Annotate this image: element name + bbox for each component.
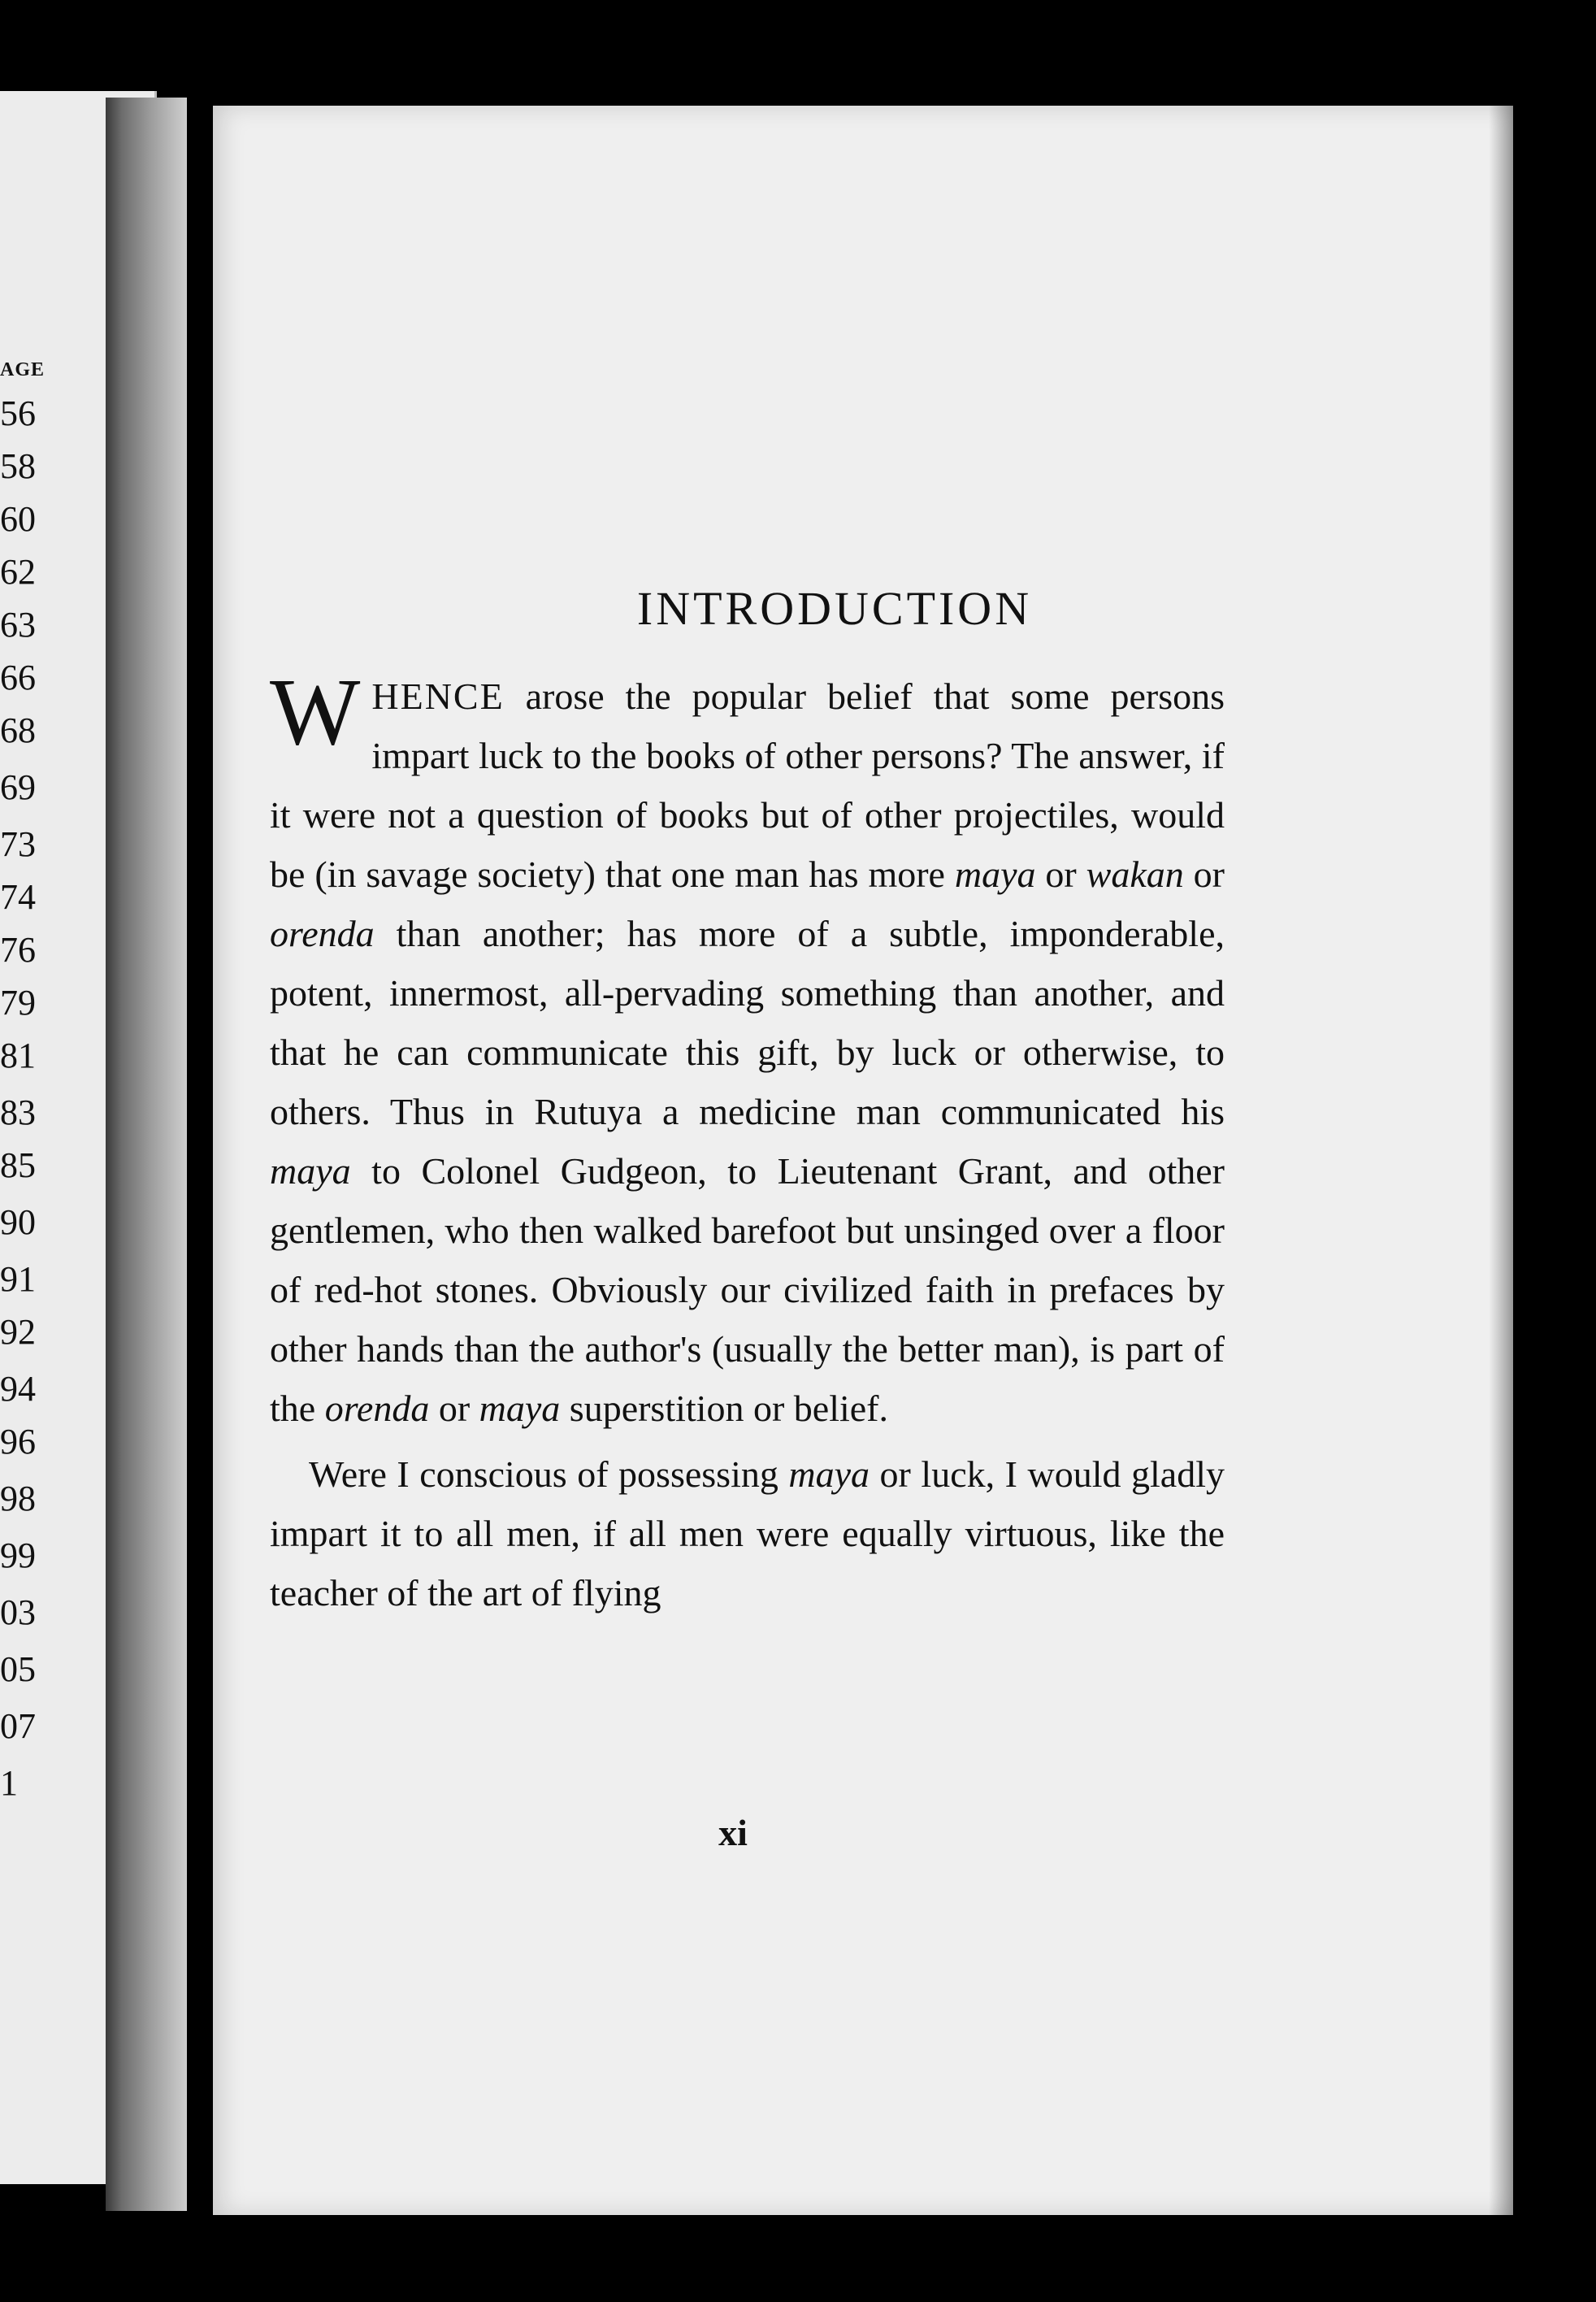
main-page: [213, 106, 1513, 2215]
left-page-number: 90: [0, 1202, 36, 1242]
left-page-number: 91: [0, 1259, 36, 1299]
chapter-title: INTRODUCTION: [636, 582, 1033, 635]
left-page-number: 07: [0, 1706, 36, 1746]
left-page-number: 03: [0, 1592, 36, 1632]
italic-term: maya: [788, 1453, 870, 1495]
left-page-header-fragment: AGE: [0, 359, 46, 380]
italic-term: orenda: [270, 913, 375, 954]
left-page-number: 81: [0, 1036, 36, 1075]
left-page-number: 98: [0, 1479, 36, 1518]
left-page-number: 62: [0, 552, 36, 592]
left-page-number: 66: [0, 658, 36, 697]
text-run: than another; has more of a subtle, imponderable, potent, innermost, all-pervading something than another, and that he can communicate this gift, by luck or otherwise, to others. Thus in Rutuya a medicine man communicated his: [270, 913, 1225, 1132]
book-gutter: [106, 98, 187, 2211]
text-run: or: [1035, 853, 1086, 895]
left-page-number: 56: [0, 393, 36, 433]
left-page-number: 60: [0, 499, 36, 539]
text-run: superstition or belief.: [560, 1388, 888, 1429]
left-page-number: 69: [0, 767, 36, 807]
paragraph-1: [270, 658, 1225, 1438]
drop-cap: W: [270, 658, 361, 765]
text-run: or: [1183, 853, 1225, 895]
left-page-number: 76: [0, 930, 36, 970]
left-page-number: 73: [0, 824, 36, 864]
italic-term: maya: [954, 853, 1036, 895]
left-page-number: 79: [0, 983, 36, 1023]
left-page-number: 63: [0, 605, 36, 645]
italic-term: maya: [270, 1150, 351, 1192]
paragraph-2: [270, 1444, 1225, 1622]
italic-term: orenda: [324, 1388, 430, 1429]
left-page-number: 83: [0, 1092, 36, 1132]
italic-term: wakan: [1086, 853, 1184, 895]
left-page-number: 96: [0, 1422, 36, 1462]
text-run: arose the popular belief that some persons impart luck to the books of other persons? The answer, if it were not a question of books but of other projectiles, would be (in savage society) that one man has more: [270, 675, 1225, 895]
page-content: [213, 106, 1513, 2215]
text-run: or luck, I would gladly impart it to all men, if all men were equally virtuous, like the teacher of the art of flying: [270, 1453, 1225, 1614]
smallcaps-opening: HENCE: [371, 675, 505, 717]
left-page-number: 05: [0, 1649, 36, 1689]
left-page-number: 85: [0, 1145, 36, 1185]
text-run: or: [429, 1388, 479, 1429]
left-page-number: 99: [0, 1535, 36, 1575]
text-run: Were I conscious of possessing: [309, 1453, 789, 1495]
text-run: to Colonel Gudgeon, to Lieutenant Grant, and other gentlemen, who then walked barefoot but unsinged over a floor of red-hot stones. Obviously our civilized faith in prefaces by other hands than the author's (usually the better man), is part of the: [270, 1150, 1225, 1429]
left-page-number: 92: [0, 1312, 36, 1352]
left-page-number: 1: [0, 1763, 18, 1803]
left-page-number: 68: [0, 710, 36, 750]
left-page-number: 94: [0, 1369, 36, 1409]
page-number: xi: [718, 1812, 748, 1853]
italic-term: maya: [479, 1388, 561, 1429]
left-page-number: 58: [0, 446, 36, 486]
page-edge-shadow: [1489, 106, 1513, 2215]
left-page-number: 74: [0, 877, 36, 917]
body-text: [270, 658, 1225, 1622]
